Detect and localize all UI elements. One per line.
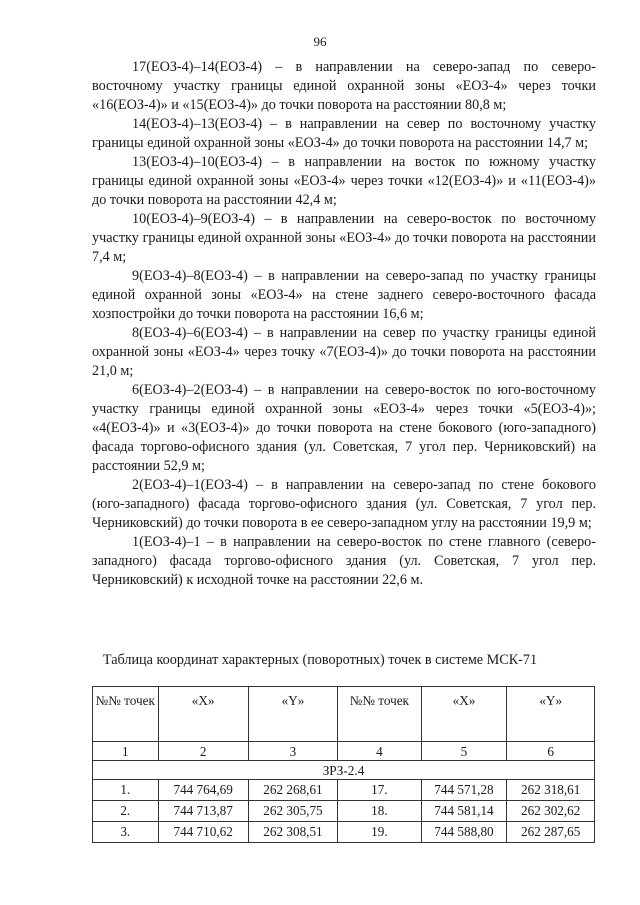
table-row	[93, 780, 595, 801]
column-number-cell: 6	[507, 742, 595, 761]
table-cell: 262 287,65	[507, 822, 595, 843]
paragraph: 9(ЕОЗ-4)–8(ЕОЗ-4) – в направлении на северо-запад по участку границы единой охранной зоны «ЕОЗ-4» на стене заднего северо-восточного фасада хозпостройки до точки поворота на расстоянии 16,6 м;	[92, 268, 596, 322]
table-cell: 744 581,14	[421, 801, 507, 822]
table-cell: 262 302,62	[507, 801, 595, 822]
header-cell-x: «X»	[421, 687, 507, 742]
table-cell: 262 305,75	[248, 801, 337, 822]
header-cell-y: «Y»	[248, 687, 337, 742]
table-cell: 3.	[93, 822, 159, 843]
table-row	[93, 801, 595, 822]
paragraph: 1(ЕОЗ-4)–1 – в направлении на северо-восток по стене главного (северо-западного) фасада торгово-офисного здания (ул. Советская, 7 угол пер. Черниковский) к исходной точке на расстоянии 22,6 м.	[92, 534, 596, 588]
paragraph: 6(ЕОЗ-4)–2(ЕОЗ-4) – в направлении на северо-восток по юго-восточному участку границы единой охранной зоны «ЕОЗ-4» через точки «5(ЕОЗ-4)»; «4(ЕОЗ-4)» и «3(ЕОЗ-4)» до точки поворота на стене бокового (юго-западного) фасада торгово-офисного здания (ул. Советская, 7 угол пер. Черниковский) на расстоянии 52,9 м;	[92, 382, 596, 474]
paragraph: 2(ЕОЗ-4)–1(ЕОЗ-4) – в направлении на северо-запад по стене бокового (юго-западного) фасада торгово-офисного здания (ул. Советская, 7 угол пер. Черниковский) до точки поворота в ее северо-западном углу на расстоянии 19,9 м;	[92, 477, 596, 531]
table-cell: 19.	[338, 822, 421, 843]
table-cell: 262 318,61	[507, 780, 595, 801]
zone-label: ЗРЗ-2.4	[93, 761, 595, 780]
paragraph: 13(ЕОЗ-4)–10(ЕОЗ-4) – в направлении на восток по южному участку границы единой охранной зоны «ЕОЗ-4» через точки «12(ЕОЗ-4)» и «11(ЕОЗ-4)» до точки поворота на расстоянии 42,4 м;	[92, 154, 596, 208]
table-cell: 744 764,69	[158, 780, 248, 801]
column-number-cell: 2	[158, 742, 248, 761]
header-cell-x: «X»	[158, 687, 248, 742]
paragraph: 14(ЕОЗ-4)–13(ЕОЗ-4) – в направлении на север по восточному участку границы единой охранной зоны «ЕОЗ-4» до точки поворота на расстоянии 14,7 м;	[92, 116, 596, 151]
table-row	[93, 822, 595, 843]
table-cell: 17.	[338, 780, 421, 801]
column-number-cell: 3	[248, 742, 337, 761]
paragraph: 17(ЕОЗ-4)–14(ЕОЗ-4) – в направлении на северо-запад по северо-восточному участку границы единой охранной зоны «ЕОЗ-4» через точки «16(ЕОЗ-4)» и «15(ЕОЗ-4)» до точки поворота на расстоянии 80,8 м;	[92, 59, 596, 113]
table-cell: 744 713,87	[158, 801, 248, 822]
table-cell: 262 268,61	[248, 780, 337, 801]
header-cell-point-no: №№ точек	[338, 687, 421, 742]
header-cell-point-no: №№ точек	[93, 687, 159, 742]
boundary-description	[92, 58, 596, 590]
table-cell: 2.	[93, 801, 159, 822]
table-cell: 1.	[93, 780, 159, 801]
table-cell: 744 710,62	[158, 822, 248, 843]
table-caption: Таблица координат характерных (поворотных) точек в системе МСК-71	[102, 652, 538, 668]
table-cell: 262 308,51	[248, 822, 337, 843]
coordinates-table	[92, 686, 595, 843]
paragraph: 8(ЕОЗ-4)–6(ЕОЗ-4) – в направлении на север по участку границы единой охранной зоны «ЕОЗ-4» через точку «7(ЕОЗ-4)» до точки поворота на расстоянии 21,0 м;	[92, 325, 596, 379]
column-number-row	[93, 742, 595, 761]
table-cell: 744 588,80	[421, 822, 507, 843]
page-number: 96	[313, 34, 327, 49]
column-number-cell: 4	[338, 742, 421, 761]
paragraph: 10(ЕОЗ-4)–9(ЕОЗ-4) – в направлении на северо-восток по восточному участку границы единой охранной зоны «ЕОЗ-4» до точки поворота на расстоянии 7,4 м;	[92, 211, 596, 265]
header-cell-y: «Y»	[507, 687, 595, 742]
table-cell: 18.	[338, 801, 421, 822]
zone-row	[93, 761, 595, 780]
column-number-cell: 1	[93, 742, 159, 761]
column-number-cell: 5	[421, 742, 507, 761]
table-cell: 744 571,28	[421, 780, 507, 801]
table-header-row	[93, 687, 595, 742]
